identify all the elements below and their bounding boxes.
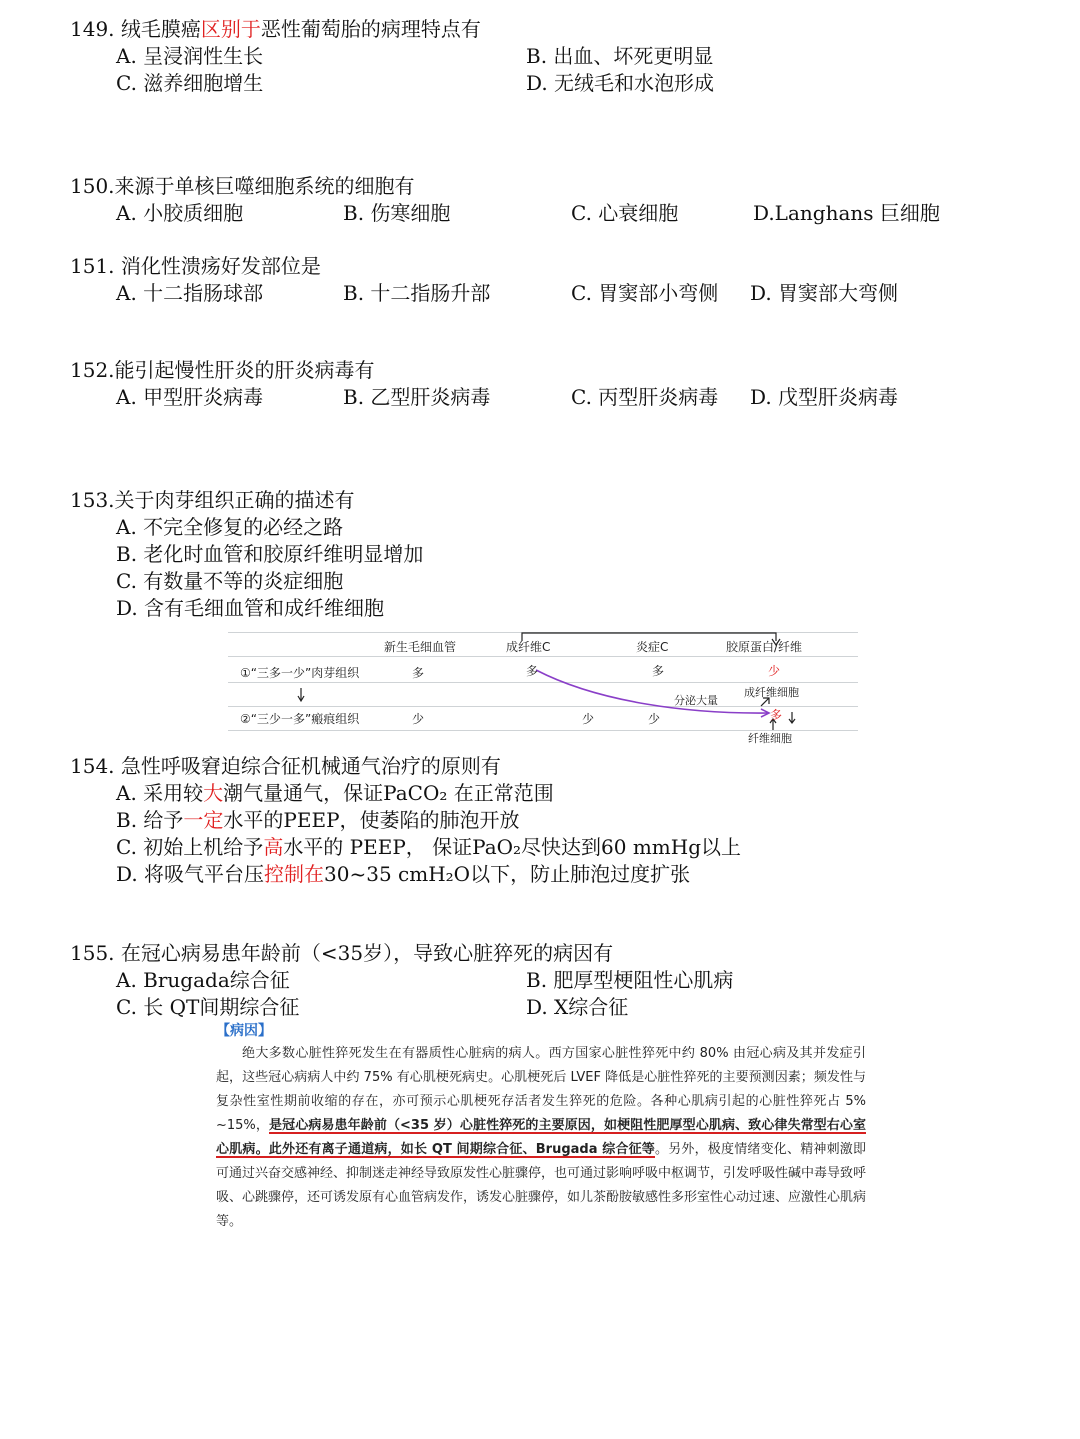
option-154-d: D. 将吸气平台压控制在30~35 cmH₂O以下，防止肺泡过度扩张 xyxy=(116,862,691,886)
note-row1-label: ①“三多一少”肉芽组织 xyxy=(240,666,360,680)
note-value: 多 xyxy=(412,666,425,680)
option-152-b: B. 乙型肝炎病毒 xyxy=(343,385,491,409)
option-152-a: A. 甲型肝炎病毒 xyxy=(116,385,264,409)
underlined-text: 是冠心病易患年龄前（<35 岁）心脏性猝死的主要原因，如梗阻性肥厚型心肌病、致心律失常型右心室心肌病。此外还有离子通道病，如长 QT 间期综合征、Brugada 综合征等 xyxy=(216,1118,866,1157)
option-153-a: A. 不完全修复的必经之路 xyxy=(116,515,344,539)
option-151-d: D. 胃窦部大弯侧 xyxy=(750,281,899,305)
note-value: 少 xyxy=(648,712,661,726)
option-153-b: B. 老化时血管和胶原纤维明显增加 xyxy=(116,542,424,566)
note-annotation: 纤维细胞 xyxy=(748,732,792,745)
option-151-b: B. 十二指肠升部 xyxy=(343,281,491,305)
option-149-c: C. 滋养细胞增生 xyxy=(116,71,264,95)
note-header: 成纤维C xyxy=(506,640,551,654)
option-149-d: D. 无绒毛和水泡形成 xyxy=(526,71,715,95)
option-150-a: A. 小胶质细胞 xyxy=(116,201,244,225)
note-annotation: 成纤维细胞 xyxy=(744,686,799,699)
note-row2-label: ②“三少一多”瘢痕组织 xyxy=(240,712,360,726)
option-152-c: C. 丙型肝炎病毒 xyxy=(571,385,719,409)
textbook-excerpt xyxy=(216,1020,866,1234)
excerpt-title: 【病因】 xyxy=(216,1023,272,1039)
option-153-c: C. 有数量不等的炎症细胞 xyxy=(116,569,344,593)
highlight-text: 一定 xyxy=(183,808,224,832)
option-150-c: C. 心衰细胞 xyxy=(571,201,679,225)
note-header: 炎症C xyxy=(636,640,669,654)
highlight-text: 区别于 xyxy=(200,17,261,41)
option-153-d: D. 含有毛细血管和成纤维细胞 xyxy=(116,596,385,620)
option-155-d: D. X综合征 xyxy=(526,995,629,1019)
note-value: 多 xyxy=(526,664,539,678)
highlight-text: 控制在 xyxy=(264,862,325,886)
option-154-c: C. 初始上机给予高水平的 PEEP， 保证PaO₂尽快达到60 mmHg以上 xyxy=(116,835,742,859)
question-154-stem: 154. 急性呼吸窘迫综合征机械通气治疗的原则有 xyxy=(70,754,501,778)
option-154-b: B. 给予一定水平的PEEP，使萎陷的肺泡开放 xyxy=(116,808,520,832)
option-149-a: A. 呈浸润性生长 xyxy=(116,44,264,68)
option-150-b: B. 伤寒细胞 xyxy=(343,201,451,225)
note-header: 新生毛细血管 xyxy=(384,640,457,654)
option-150-d: D.Langhans 巨细胞 xyxy=(753,201,940,225)
option-155-b: B. 肥厚型梗阻性心肌病 xyxy=(526,968,734,992)
option-152-d: D. 戊型肝炎病毒 xyxy=(750,385,899,409)
option-151-a: A. 十二指肠球部 xyxy=(116,281,264,305)
question-149-stem: 149. 绒毛膜癌区别于恶性葡萄胎的病理特点有 xyxy=(70,17,481,41)
note-value: 少 xyxy=(412,712,425,726)
handwritten-note-table xyxy=(228,632,858,744)
question-150-stem: 150.来源于单核巨噬细胞系统的细胞有 xyxy=(70,174,415,198)
question-155-stem: 155. 在冠心病易患年龄前（<35岁），导致心脏猝死的病因有 xyxy=(70,941,614,965)
highlight-text: 高 xyxy=(263,835,284,859)
note-annotation: 分泌大量 xyxy=(674,694,718,707)
option-155-c: C. 长 QT间期综合征 xyxy=(116,995,300,1019)
question-153-stem: 153.关于肉芽组织正确的描述有 xyxy=(70,488,355,512)
excerpt-paragraph: 绝大多数心脏性猝死发生在有器质性心脏病的病人。西方国家心脏性猝死中约 80% 由冠心病及其并发症引起，这些冠心病病人中约 75% 有心肌梗死病史。心肌梗死后 LVEF 降低是心脏性猝死的主要预测因素；频发性与复杂性室性期前收缩的存在，亦可预示心肌梗死存活者发生猝死的危险。各种心肌病引起的心脏性猝死占 5% ~15%，是冠心病易患年龄前（<35 岁）心脏性猝死的主要原因，如梗阻性肥厚型心肌病、致心律失常型右心室心肌病。此外还有离子通道病，如长 QT 间期综合征、Brugada 综合征等。另外，极度情绪变化、精神刺激即可通过兴奋交感神经、抑制迷走神经导致原发性心脏骤停，也可通过影响呼吸中枢调节，引发呼吸性碱中毒导致呼吸、心跳骤停，还可诱发原有心血管病发作，诱发心脏骤停，如儿茶酚胺敏感性多形室性心动过速、应激性心肌病等。 xyxy=(216,1046,867,1229)
option-155-a: A. Brugada综合征 xyxy=(116,968,290,992)
option-154-a: A. 采用较大潮气量通气，保证PaCO₂ 在正常范围 xyxy=(116,781,554,805)
note-value: 少 xyxy=(768,664,781,678)
note-header: 胶原蛋白/纤维 xyxy=(726,640,803,654)
question-152-stem: 152.能引起慢性肝炎的肝炎病毒有 xyxy=(70,358,375,382)
highlight-text: 大 xyxy=(203,781,224,805)
note-value: 多 xyxy=(770,708,783,722)
option-149-b: B. 出血、坏死更明显 xyxy=(526,44,714,68)
question-151-stem: 151. 消化性溃疡好发部位是 xyxy=(70,254,321,278)
note-value: 少 xyxy=(582,712,595,726)
note-value: 多 xyxy=(652,664,665,678)
option-151-c: C. 胃窦部小弯侧 xyxy=(571,281,719,305)
